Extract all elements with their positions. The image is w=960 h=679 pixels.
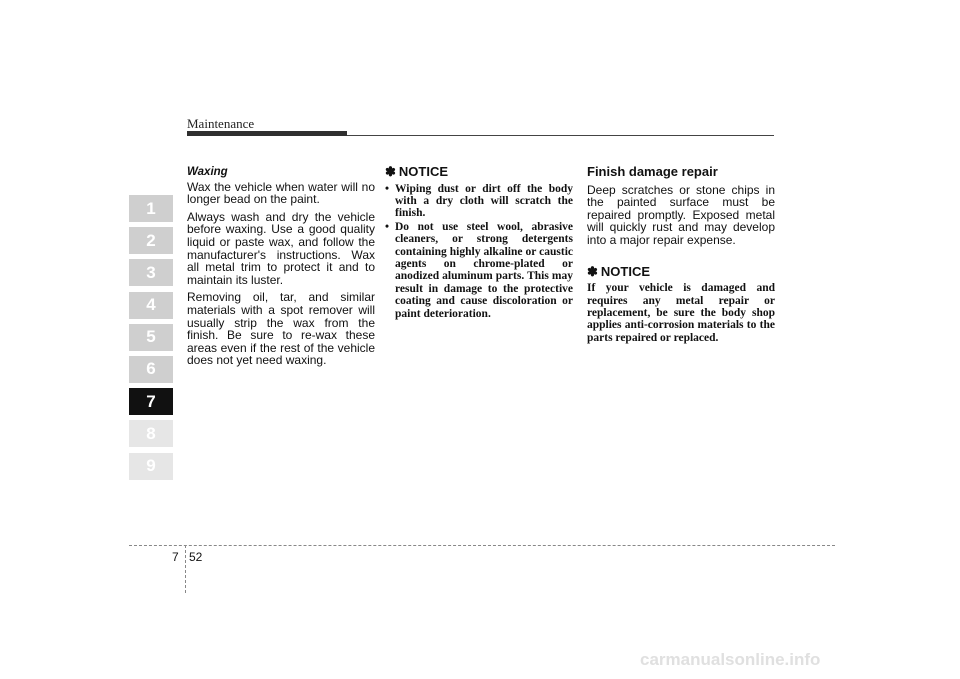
chapter-tab-9[interactable]: 9 [129, 453, 173, 480]
chapter-tab-2[interactable]: 2 [129, 227, 173, 254]
footer-divider [185, 545, 186, 593]
chapter-tab-6[interactable]: 6 [129, 356, 173, 383]
list-item-text: Wiping dust or dirt off the body with a dry cloth will scratch the finish. [395, 182, 573, 220]
paragraph: Deep scratches or stone chips in the painted surface must be repaired promptly. Exposed metal will quickly rust and may develop into a major repair expense. [587, 182, 775, 247]
column-finish-damage [587, 166, 775, 349]
paragraph: Always wash and dry the vehicle before waxing. Use a good quality liquid or paste wax, and follow the manufacturer's instructions. Wax all metal trim to protect it and to maintain its luster. [187, 209, 375, 287]
chapter-tab-8[interactable]: 8 [129, 420, 173, 447]
subheading-waxing: Waxing [187, 166, 228, 178]
chapter-tab-3[interactable]: 3 [129, 259, 173, 286]
list-item-text: Do not use steel wool, abrasive cleaners, or strong detergents containing highly alkaline or caustic agents on chrome-plated or anodized aluminum parts. This may result in damage to the protective coating and cause discoloration or paint deterioration. [395, 220, 573, 320]
notice-asterisk-icon: ✽ [587, 263, 598, 279]
heading-finish-damage: Finish damage repair [587, 164, 718, 179]
paragraph: Wax the vehicle when water will no longer bead on the paint. [187, 179, 375, 207]
footer-chapter-number: 7 [172, 550, 179, 564]
chapter-tab-7[interactable]: 7 [129, 388, 173, 415]
notice-heading [385, 166, 573, 179]
column-notice [385, 166, 573, 321]
chapter-tab-5[interactable]: 5 [129, 324, 173, 351]
chapter-tabs [129, 195, 173, 485]
notice-label: NOTICE [600, 263, 651, 279]
list-item: • Do not use steel wool, abrasive cleaners, or strong detergents containing highly alkaline or caustic agents on chrome-plated or anodized aluminum parts. This may result in damage to the protective coating and cause discoloration or paint deterioration. [385, 220, 573, 320]
notice-asterisk-icon: ✽ [385, 164, 396, 179]
notice-heading [587, 263, 775, 279]
notice-list [385, 183, 573, 320]
footer-rule [129, 545, 835, 546]
column-waxing [187, 166, 375, 372]
paragraph: Removing oil, tar, and similar materials with a spot remover will usually strip the wax from the finish. Be sure to re-wax these areas even if the rest of the vehicle does not yet need waxing. [187, 290, 375, 368]
list-item: • Wiping dust or dirt off the body with a dry cloth will scratch the finish. [385, 182, 573, 220]
notice-text: If your vehicle is damaged and requires any metal repair or replacement, be sure the body shop applies anti-corrosion materials to the parts repaired or replaced. [587, 282, 775, 344]
notice-label: NOTICE [398, 164, 449, 179]
header-title: Maintenance [187, 116, 255, 131]
watermark-brand: carmanualsonline.info [640, 650, 821, 669]
footer-page-number: 52 [189, 550, 203, 564]
chapter-tab-4[interactable]: 4 [129, 292, 173, 319]
header-rule-accent [187, 131, 347, 136]
chapter-tab-1[interactable]: 1 [129, 195, 173, 222]
